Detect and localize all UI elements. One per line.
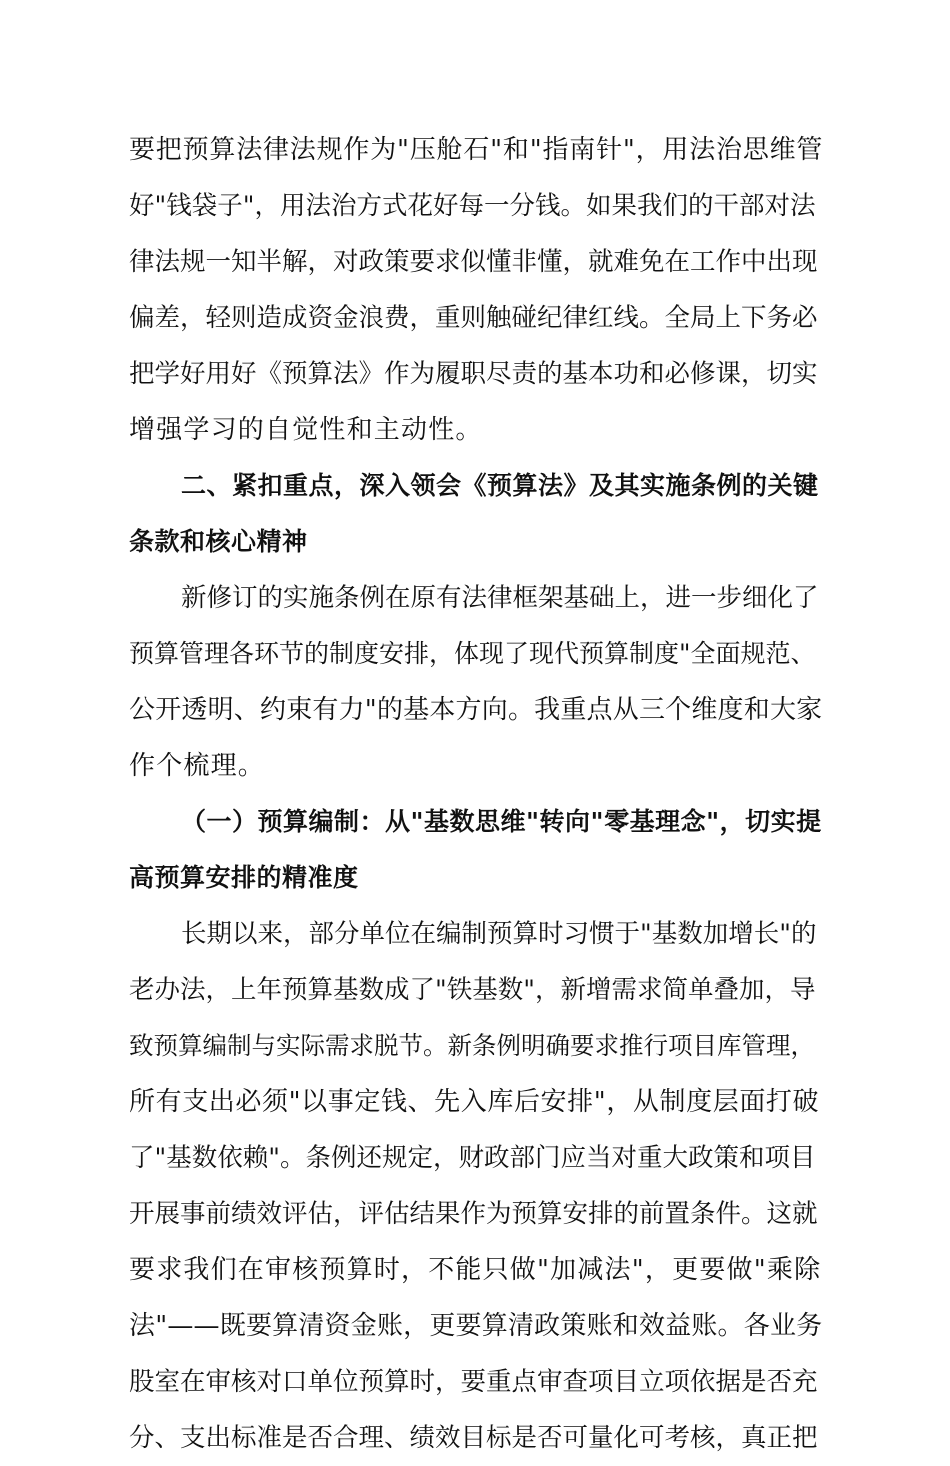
subsection-heading: （一）预算编制：从"基数思维"转向"零基理念"，切实提 [181, 807, 822, 836]
paragraph-line: 律法规一知半解，对政策要求似懂非懂，就难免在工作中出现 [129, 247, 818, 277]
document-page [129, 122, 823, 1466]
paragraph-line: 要求我们在审核预算时，不能只做"加减法"，更要做"乘除 [129, 1255, 822, 1285]
paragraph-line: 好"钱袋子"，用法治方式花好每一分钱。如果我们的干部对法 [129, 191, 816, 221]
paragraph-line: 预算管理各环节的制度安排，体现了现代预算制度"全面规范、 [129, 639, 816, 668]
paragraph-line: 致预算编制与实际需求脱节。新条例明确要求推行项目库管理， [129, 1031, 815, 1060]
paragraph-line: 分、支出标准是否合理、绩效目标是否可量化可考核，真正把 [129, 1423, 818, 1453]
paragraph-line: 公开透明、约束有力"的基本方向。我重点从三个维度和大家 [129, 695, 823, 725]
paragraph-line: 要把预算法律法规作为"压舱石"和"指南针"，用法治思维管 [129, 135, 824, 165]
paragraph-line: 增强学习的自觉性和主动性。 [129, 415, 483, 445]
section-heading: 二、紧扣重点，深入领会《预算法》及其实施条例的关键 [181, 471, 819, 500]
paragraph-line: 偏差，轻则造成资金浪费，重则触碰纪律红线。全局上下务必 [129, 303, 818, 333]
paragraph-line: 作个梳理。 [129, 751, 266, 781]
paragraph-line: 老办法，上年预算基数成了"铁基数"，新增需求简单叠加，导 [129, 975, 816, 1005]
paragraph-line: 所有支出必须"以事定钱、先入库后安排"，从制度层面打破 [129, 1087, 820, 1117]
section-heading-continued: 条款和核心精神 [129, 527, 308, 556]
subsection-heading-continued: 高预算安排的精准度 [129, 863, 359, 892]
paragraph-line: 了"基数依赖"。条例还规定，财政部门应当对重大政策和项目 [129, 1143, 816, 1173]
paragraph-line: 长期以来，部分单位在编制预算时习惯于"基数加增长"的 [181, 919, 817, 949]
paragraph-line: 开展事前绩效评估，评估结果作为预算安排的前置条件。这就 [129, 1199, 818, 1229]
paragraph-line: 股室在审核对口单位预算时，要重点审查项目立项依据是否充 [129, 1367, 818, 1397]
paragraph-line: 把学好用好《预算法》作为履职尽责的基本功和必修课，切实 [129, 359, 818, 389]
paragraph-line: 法"——既要算清资金账，更要算清政策账和效益账。各业务 [129, 1311, 823, 1341]
paragraph-line: 新修订的实施条例在原有法律框架基础上，进一步细化了 [181, 583, 819, 613]
